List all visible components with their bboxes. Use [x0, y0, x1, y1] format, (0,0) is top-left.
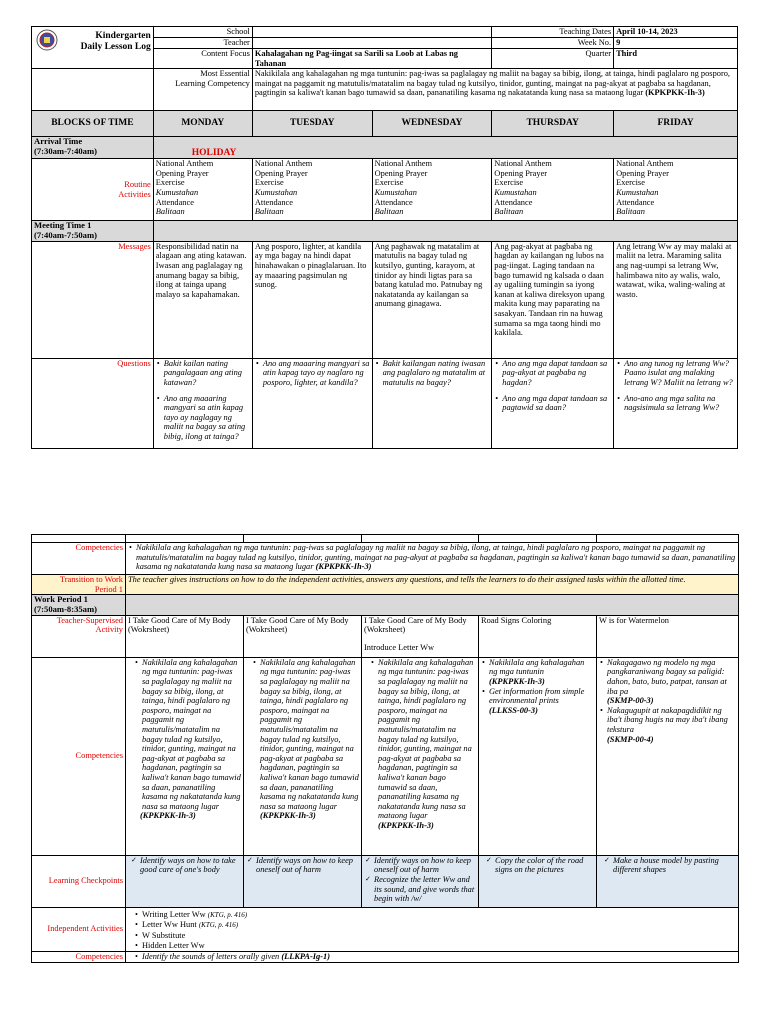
work-period-heading: Work Period 1 (7:50am-8:35am) [32, 595, 126, 616]
questions-friday: • Ano ang tunog ng letrang Ww?Paano isulat ang malaking letrang W? Maliit na letrang w? • Ano-ano ang mga salita na nagsisimula sa letrang Ww? [614, 358, 738, 448]
school-label: School [153, 27, 252, 38]
competencies-label-top: Competencies [32, 543, 126, 575]
blocks-of-time-header: BLOCKS OF TIME [32, 111, 154, 137]
messages-label: Messages [32, 241, 154, 358]
quarter-value: Third [614, 49, 738, 69]
competencies-label: Competencies [32, 657, 126, 855]
checkpoint-wednesday: ✓ Identify ways on how to keep oneself out of harm ✓ Recognize the letter Ww and its sound, and give words that begin with /w/ [362, 855, 479, 907]
doc-title [32, 27, 154, 69]
routine-list-monday: National Anthem Opening Prayer Exercise Kumustahan Attendance Balitaan [153, 159, 252, 221]
teacher-supervised-label: Teacher-Supervised Activity [32, 615, 126, 657]
message-tuesday: Ang posporo, lighter, at kandila ay mga bagay na hindi dapat hinahawakan o pinaglalaruan. Ito ay maaaring pagsimulan ng sunog. [252, 241, 372, 358]
checkpoint-tuesday: ✓ Identify ways on how to keep oneself out of harm [244, 855, 362, 907]
lesson-log-work-table [31, 534, 739, 963]
routine-list-thursday: National Anthem Opening Prayer Exercise Kumustahan Attendance Balitaan [492, 159, 614, 221]
mec-code: (KPKPKK-Ih-3) [645, 88, 705, 98]
questions-tuesday: • Ano ang maaaring mangyari sa atin kapag tayo ay naglaro ng posporo, lighter, at kandila? [252, 358, 372, 448]
tsa-friday: W is for Watermelon [597, 615, 739, 657]
checkpoint-monday: ✓ Identify ways on how to take good care of one's body [126, 855, 244, 907]
transition-text: The teacher gives instructions on how to do the independent activities, answers any questions, and tells the learners to do their assigned tasks within the allotted time. [126, 575, 739, 595]
content-focus-value: Kahalagahan ng Pag-iingat sa Sarili sa Loob at Labas ng Tahanan [252, 49, 491, 69]
doc-title-line2: Daily Lesson Log [80, 42, 151, 52]
friday-header: FRIDAY [614, 111, 738, 137]
message-monday: Responsibilidad natin na alagaan ang ating katawan. Iwasan ang paglalagay ng anumang bagay sa bibig, ilong at tainga upang malayo sa kapahamakan. [153, 241, 252, 358]
competencies-bottom: • Identify the sounds of letters orally given (LLKPA-Ig-1) [126, 951, 739, 962]
teacher-label: Teacher [153, 38, 252, 49]
learning-checkpoints-label: Learning Checkpoints [32, 855, 126, 907]
message-wednesday: Ang paghawak ng matatalim at matutulis na bagay tulad ng kutsilyo, gunting, karayom, at tinidor ay hindi ligtas para sa batang katulad mo. Patnubay ng nakatatanda ay kailangan sa anumang ginagawa. [372, 241, 492, 358]
meeting-band [153, 221, 737, 242]
monday-header: MONDAY [153, 111, 252, 137]
questions-monday: • Bakit kailan nating pangalagaan ang ating katawan? • Ano ang maaaring mangyari sa atin kapag tayo ay naglagay ng maliit na bagay sa ating bibig, ilong at tainga? [153, 358, 252, 448]
mec-value: Nakikilala ang kahalagahan ng mga tuntunin: pag-iwas sa paglalagay ng maliit na bagay sa bibig, ilong, at tainga, hindi paglalaro ng posporo, maingat na paggamit ng matutulis/matatalim na bagay tulad ng kutsilyo, tinidor, gunting, maingat na pag-akyat at pagbaba sa hagdanan, pagtingin sa kaliwa't kanan bago tumawid sa daan, pananatiling kasama ng nakatatanda kung nasa sa mataong lugar (KPKPKK-Ih-3) [252, 69, 737, 111]
transition-label: Transition to Work Period 1 [32, 575, 126, 595]
week-label: Week No. [492, 38, 614, 49]
thursday-header: THURSDAY [492, 111, 614, 137]
checkpoint-thursday: ✓ Copy the color of the road signs on the pictures [479, 855, 597, 907]
competencies-friday: • Nakagagawo ng modelo ng mga pangkaraniwang bagay sa paligid: dahon, bato, buto, patpat, tansan at iba pa (SKMP-00-3) • Nakagugupit at nakapagdidikit ng iba't ibang hugis na may iba't ibang tekstura (SKMP-00-4) [597, 657, 739, 855]
holiday-label: HOLIDAY [191, 147, 237, 158]
school-value [252, 27, 491, 38]
quarter-label: Quarter [492, 49, 614, 69]
routine-list-wednesday: National Anthem Opening Prayer Exercise Kumustahan Attendance Balitaan [372, 159, 492, 221]
independent-activity-item: • Letter Ww Hunt (KTG, p. 416) [142, 920, 736, 931]
checkpoint-friday: ✓ Make a house model by pasting different shapes [597, 855, 739, 907]
independent-activity-item: • Writing Letter Ww (KTG, p. 416) [142, 910, 736, 921]
competencies-tuesday: • Nakikilala ang kahalagahan ng mga tuntunin: pag-iwas sa paglalagay ng maliit na bagay sa bibig, ilong, at tainga, hindi paglalaro ng posporo, maingat na paggamit ng matutulis/matatalim na bagay tulad ng kutsilyo, tinidor, gunting, maingat na pag-akyat at pagbaba sa hagdanan, pagtingin sa kaliwa't kanan bago tumawid sa daan, pananatiling kasama ng nakatatanda kung nasa sa mataong lugar (KPKPKK-Ih-3) [244, 657, 362, 855]
content-focus-label: Content Focus [153, 49, 252, 69]
questions-wednesday: • Bakit kailangan nating iwasan ang paglalaro ng matatalim at matutulis na bagay? [372, 358, 492, 448]
competencies-thursday: • Nakikilala ang kahalagahan ng mga tuntunin (KPKPKK-Ih-3) • Get information from simple environmental prints (LLKSS-00-3) [479, 657, 597, 855]
tsa-tuesday: I Take Good Care of My Body (Wokrsheet) [244, 615, 362, 657]
week-value: 9 [614, 38, 738, 49]
meeting-time-heading: Meeting Time 1 (7:40am-7:50am) [32, 221, 154, 242]
arrival-band [153, 137, 737, 159]
teaching-dates-value: April 10-14, 2023 [614, 27, 738, 38]
routine-list-tuesday: National Anthem Opening Prayer Exercise Kumustahan Attendance Balitaan [252, 159, 372, 221]
independent-activity-item: • W Substitute [142, 931, 736, 941]
doc-title-line1: Kindergarten [95, 31, 151, 41]
message-friday: Ang letrang Ww ay may malaki at maliit na letra. Maraming salita ang nag-uumpi sa letrang Ww, halimbawa nito ay walis, walo, watawat, wika, waling-waling at wasto. [614, 241, 738, 358]
tsa-wednesday: I Take Good Care of My Body (Wokrsheet) Introduce Letter Ww [362, 615, 479, 657]
message-thursday: Ang pag-akyat at pagbaba ng hagdan ay kailangan ng lubos na pag-iingat. Laging tandaan na bago tumawid ng kalsada o daan ay ugaliing tumingin sa iyong kanan at kaliwa direksyon upang makita kung may paparating na sasakyan. Tandaan rin na huwag sumama sa mga taong hindi mo kakilala. [492, 241, 614, 358]
mec-label: Most Essential Learning Competency [153, 69, 252, 111]
teaching-dates-label: Teaching Dates [492, 27, 614, 38]
competencies-label-bottom: Competencies [32, 951, 126, 962]
lesson-log-header-table [31, 26, 738, 449]
independent-activities-label: Independent Activities [32, 907, 126, 951]
competencies-monday: • Nakikilala ang kahalagahan ng mga tuntunin: pag-iwas sa paglalagay ng maliit na bagay sa bibig, ilong, at tainga, hindi paglalaro ng posporo, maingat na paggamit ng matutulis/matatalim na bagay tulad ng kutsilyo, tinidor, gunting, maingat na pag-akyat at pagbaba sa hagdanan, pagtingin sa kaliwa't kanan bago tumawid sa daan, pananatiling kasama ng nakatatanda kung nasa sa mataong lugar (KPKPKK-Ih-3) [126, 657, 244, 855]
questions-label: Questions [32, 358, 154, 448]
routine-activities-label: Routine Activities [32, 159, 154, 221]
tuesday-header: TUESDAY [252, 111, 372, 137]
competencies-top: • Nakikilala ang kahalagahan ng mga tuntunin: pag-iwas sa paglalagay ng maliit na bagay sa bibig, ilong, at tainga, hindi paglalaro ng posporo, maingat na paggamit ng matutulis/matatalim na bagay tulad ng kutsilyo, tinidor, gunting, maingat na pag-akyat at pagbaba sa hagdanan, pagtingin sa kaliwa't kanan bago tumawid sa daan, pananatiling kasama ng nakatatanda kung nasa sa mataong lugar (KPKPKK-Ih-3) [126, 543, 739, 575]
teacher-value [252, 38, 491, 49]
independent-activities-list [126, 907, 739, 951]
work-period-band [126, 595, 739, 616]
questions-thursday: • Ano ang mga dapat tandaan sa pag-akyat at pagbaba ng hagdan? • Ano ang mga dapat tandaan sa pagtawid sa daan? [492, 358, 614, 448]
tsa-monday: I Take Good Care of My Body (Wokrsheet) [126, 615, 244, 657]
arrival-time-heading: Arrival Time (7:30am-7:40am) [32, 137, 154, 159]
deped-seal-icon [36, 29, 58, 51]
competencies-wednesday: • Nakikilala ang kahalagahan ng mga tuntunin: pag-iwas sa paglalagay ng maliit na bagay sa bibig, ilong, at tainga, hindi paglalaro ng posporo, maingat na paggamit ng matutulis/matatalim na bagay tulad ng kutsilyo, tinidor, gunting, maingat na pag-akyat at pagbaba sa hagdanan, pagtingin sa kaliwa't kanan bago tumawid sa daan, pananatiling kasama ng nakatatanda kung nasa sa mataong lugar (KPKPKK-Ih-3) [362, 657, 479, 855]
tsa-thursday: Road Signs Coloring [479, 615, 597, 657]
wednesday-header: WEDNESDAY [372, 111, 492, 137]
independent-activity-item: • Hidden Letter Ww [142, 941, 736, 951]
routine-list-friday: National Anthem Opening Prayer Exercise Kumustahan Attendance Balitaan [614, 159, 738, 221]
